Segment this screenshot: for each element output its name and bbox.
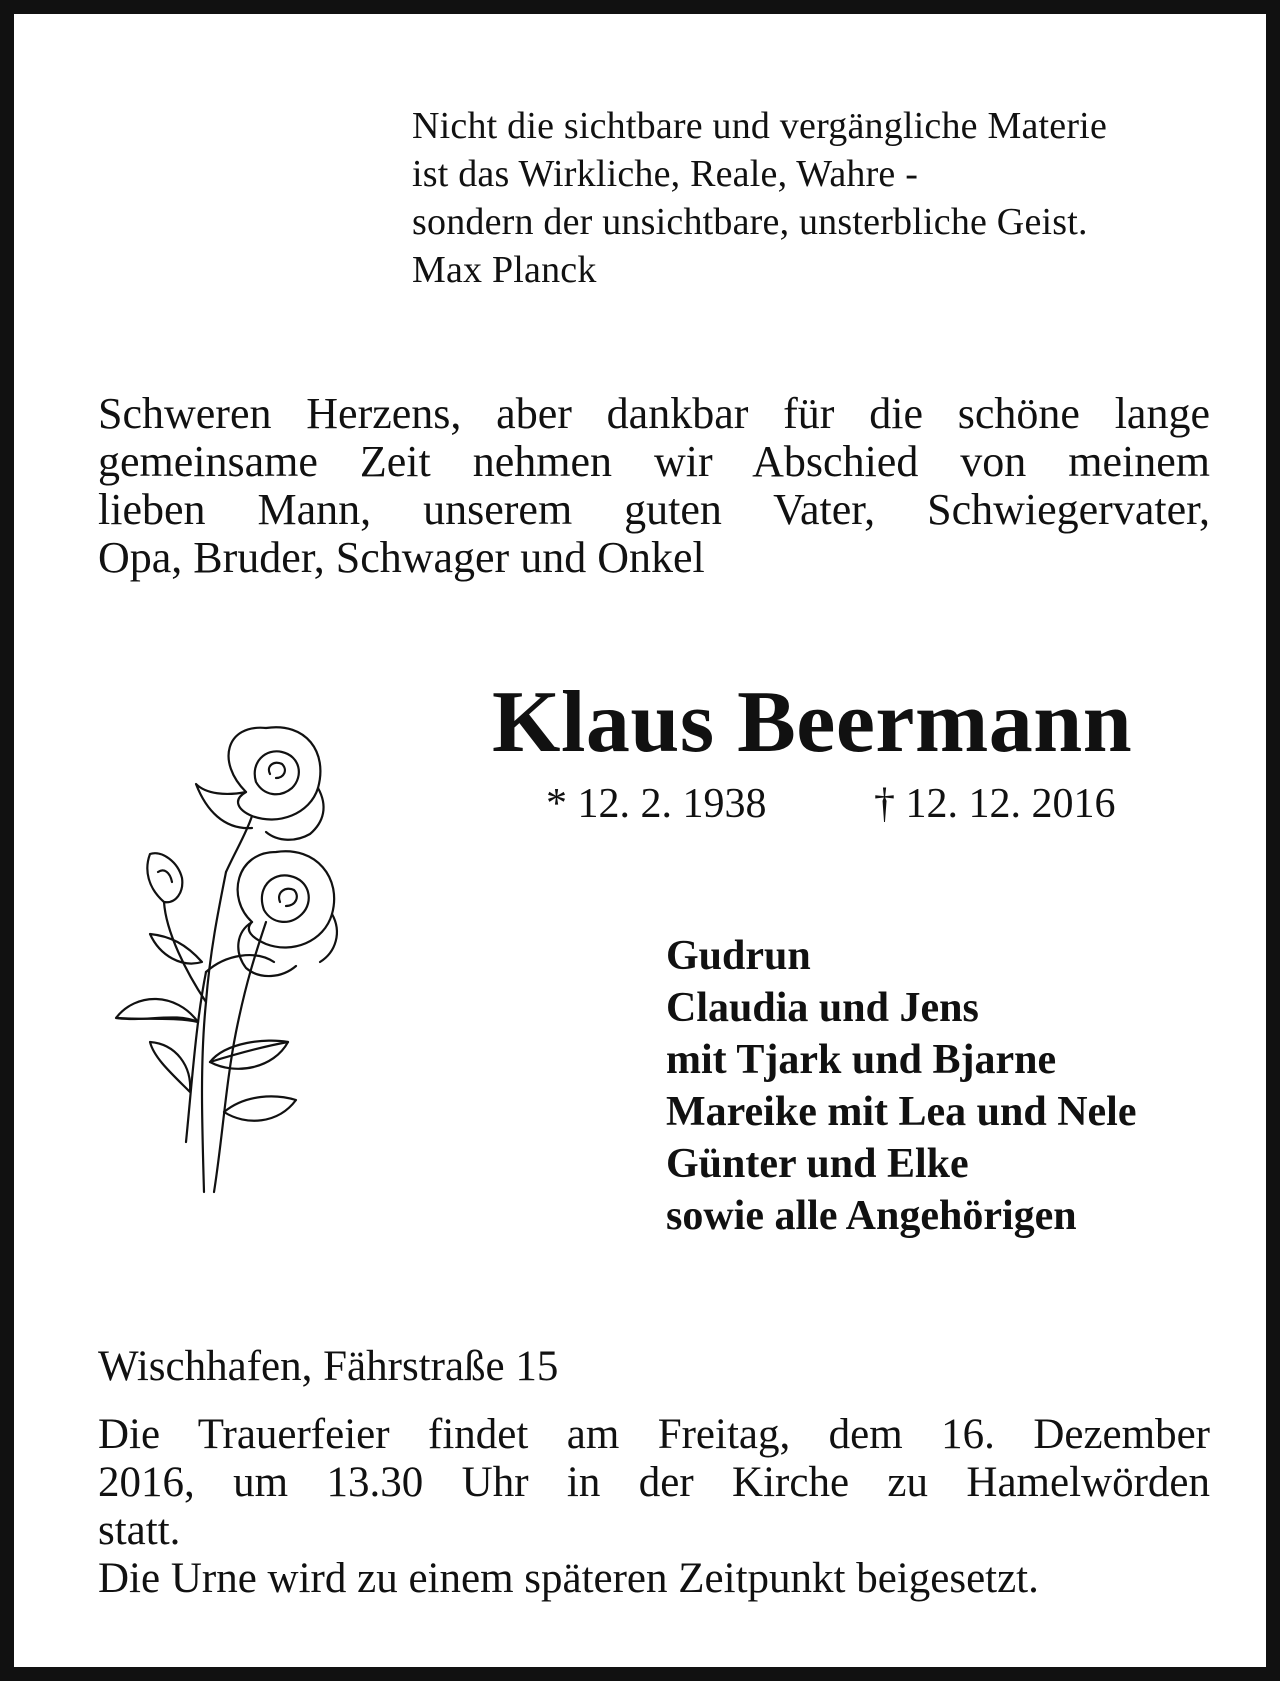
family-member: Mareike mit Lea und Nele <box>666 1089 1137 1135</box>
address: Wischhafen, Fährstraße 15 <box>98 1343 559 1390</box>
ceremony-line: statt. <box>98 1507 181 1554</box>
ceremony-line: Die Urne wird zu einem späteren Zeitpunkt beigesetzt. <box>98 1555 1039 1602</box>
family-member: sowie alle Angehörigen <box>666 1193 1077 1239</box>
family-member: mit Tjark und Bjarne <box>666 1037 1057 1083</box>
intro-line: Schweren Herzens, aber dankbar für die schöne lange <box>98 389 1210 438</box>
intro-line: gemeinsame Zeit nehmen wir Abschied von meinem <box>98 437 1210 486</box>
birth-date: * 12. 2. 1938 <box>546 781 767 827</box>
quote-author: Max Planck <box>412 249 597 291</box>
quote-line: sondern der unsichtbare, unsterbliche Geist. <box>412 201 1088 243</box>
family-member: Günter und Elke <box>666 1141 969 1187</box>
intro-line: Opa, Bruder, Schwager und Onkel <box>98 533 705 582</box>
quote-line: Nicht die sichtbare und vergängliche Materie <box>412 105 1108 147</box>
family-member: Gudrun <box>666 933 811 979</box>
ceremony-line: 2016, um 13.30 Uhr in der Kirche zu Hamelwörden <box>98 1459 1210 1506</box>
rose-icon <box>106 722 346 1222</box>
family-member: Claudia und Jens <box>666 985 979 1031</box>
quote-line: ist das Wirkliche, Reale, Wahre - <box>412 153 919 195</box>
intro-line: lieben Mann, unserem guten Vater, Schwiegervater, <box>98 485 1210 534</box>
death-date: † 12. 12. 2016 <box>874 781 1116 827</box>
deceased-name: Klaus Beermann <box>492 674 1133 771</box>
ceremony-line: Die Trauerfeier findet am Freitag, dem 16. Dezember <box>98 1411 1210 1458</box>
